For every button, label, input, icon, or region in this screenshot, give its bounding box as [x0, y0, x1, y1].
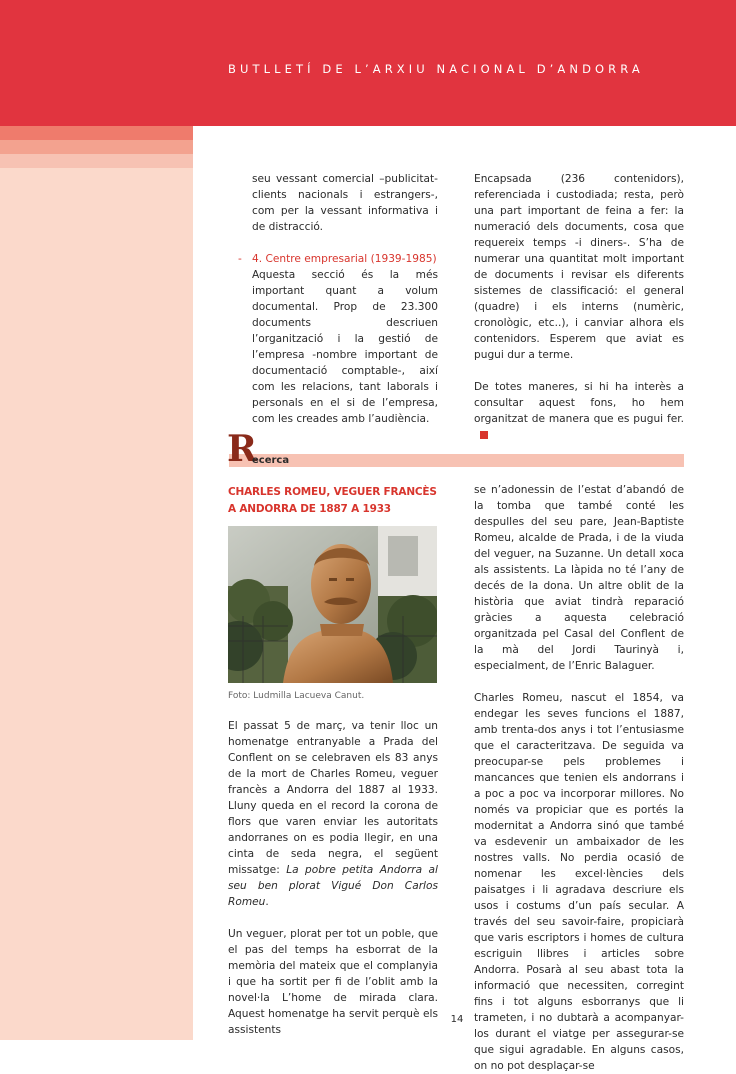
paragraph: seu vessant comercial –publicitat-clients nacionals i estrangers-, com per la vessant informativa i de distracció.	[252, 173, 438, 233]
left-margin-panel	[0, 168, 193, 1040]
paragraph-text: De totes maneres, si hi ha interès a consultar aquest fons, ho hem organitzat de manera que es pugui fer.	[474, 381, 684, 425]
decor-stripe-1	[0, 126, 193, 140]
paragraph: Charles Romeu, nascut el 1854, va endegar les seves funcions el 1887, amb trenta-dos anys i tot l’entusiasme que el caracteritzava. De seguida va preocupar-se pels problemes i mancances que tenien els andorrans i a poc a poc va incorporar millores. No només va propiciar que es portés la modernitat a Andorra sinó que també va esdevenir un ambaixador de les nostres valls. No perdia ocasió de nomenar les excel·lències dels paisatges i li agradava descriure els usos i costums d’un país secular. A través del seu savoir-faire, propiciarà que varis escriptors i homes de cultura escriguin llibres i articles sobre Andorra. Posarà al seu abast tota la informació que necessiten, corregint fins i tot alguns esborranys que li trameten, i no dubtarà a acompanyar-los durant el viatge per assegurar-se que sigui agradable. En alguns casos, on no pot desplaçar-se	[474, 692, 684, 1072]
decor-stripe-3	[0, 154, 193, 168]
list-item	[238, 251, 438, 427]
section-title: ecerca	[252, 455, 290, 466]
bottom-right-column	[474, 482, 684, 1074]
decor-stripe-2	[0, 140, 193, 154]
list-item-title: 4. Centre empresarial (1939-1985)	[252, 253, 437, 265]
quoted-message: La pobre petita Andorra al seu ben plorat Vigué Don Carlos Romeu	[228, 864, 438, 908]
article-title: CHARLES ROMEU, VEGUER FRANCÈS A ANDORRA DE 1887 A 1933	[228, 486, 437, 515]
photo-caption: Foto: Ludmilla Lacueva Canut.	[228, 691, 365, 701]
bust-photo	[228, 526, 437, 683]
paragraph-text: El passat 5 de març, va tenir lloc un homenatge entranyable a Prada del Conflent on se celebraven els 83 anys de la mort de Charles Romeu, veguer francès a Andorra del 1887 al 1933. Lluny queda en el record la corona de flors que varen enviar les autoritats andorranes on es podia llegir, en una cinta de seda negra, el següent missatge:	[228, 720, 438, 876]
bust-photo-illustration	[228, 526, 437, 683]
section-initial-letter: R	[227, 428, 257, 470]
paragraph-end: .	[265, 896, 269, 908]
end-of-article-mark	[480, 431, 488, 439]
top-right-column	[474, 171, 684, 443]
paragraph: Encapsada (236 contenidors), referenciada i custodiada; resta, però una part important de feina a fer: la numeració dels documents, cosa que requereix temps -i diners-. S’ha de numerar una quantitat molt important de documents i revisar els diferents sistemes de classificació: el general (quadre) i els interns (numèric, cronològic, etc..), i canviar alhora els contenidors. Esperem que aviat es pugui dur a terme.	[474, 173, 684, 361]
journal-title: BUTLLETÍ DE L’ARXIU NACIONAL D’ANDORRA	[228, 62, 644, 76]
list-dash: -	[238, 253, 242, 265]
section-bar	[229, 454, 684, 467]
bottom-left-column	[228, 718, 438, 1038]
top-left-column	[238, 171, 438, 427]
list-item-body: Aquesta secció és la més important quant a volum documental. Prop de 23.300 documents descriuen l’organització i la gestió de l’empresa -nombre important de documentació comptable-, així com les relacions, tant laborals i personals en el si de l’empresa, com les creades amb l’audiència.	[252, 269, 438, 425]
paragraph: Un veguer, plorat per tot un poble, que el pas del temps ha esborrat de la memòria del mateix que el complanyia i que ha sortit per fi de l’oblit amb la novel·la L’home de mirada clara. Aquest homenatge ha servit perquè els assistents	[228, 928, 438, 1036]
paragraph	[474, 379, 684, 443]
paragraph	[228, 718, 438, 910]
page-number: 14	[450, 1014, 464, 1025]
paragraph: se n’adonessin de l’estat d’abandó de la tomba que també conté les despulles del seu pare, Jean-Baptiste Romeu, alcalde de Prada, i de la viuda del veguer, na Suzanne. Un detall xoca als assistents. La làpida no té l’any de decés de la dona. Un altre oblit de la història que aviat tindrà reparació gràcies a aquesta celebració organitzada pel Casal del Conflent de la mà del Jordi Taurinyà i, especialment, de l’Enric Balaguer.	[474, 484, 684, 672]
